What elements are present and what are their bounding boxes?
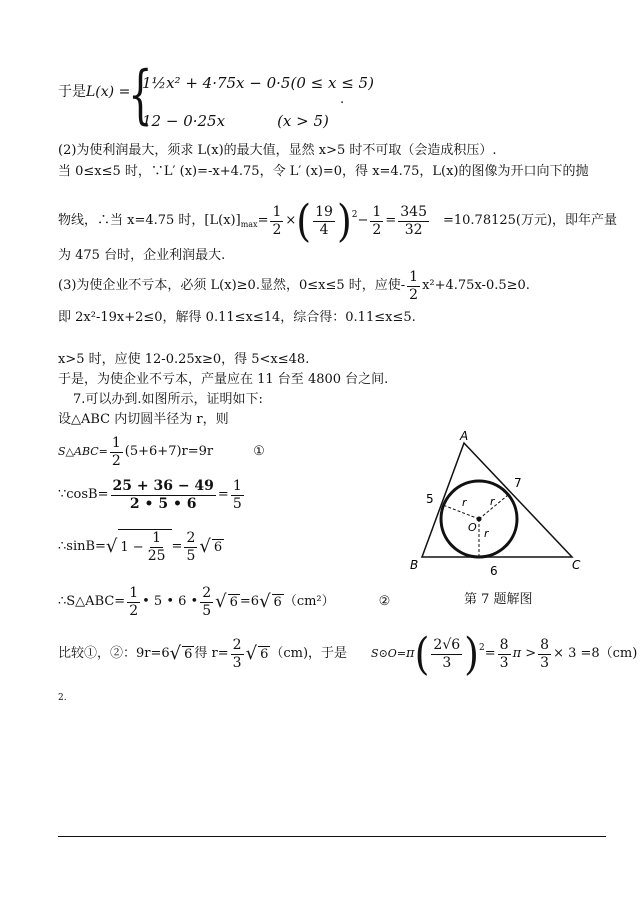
label-c: C bbox=[572, 558, 581, 572]
side-ab-label: 5 bbox=[426, 492, 434, 506]
p7-sin-formula: ∴sinB= √ 1 − $\frac{1}{25}$ = $\frac{2}{5}$ √ 6 bbox=[58, 529, 223, 564]
p2-line1: (2)为使利润最大，须求 L(x)的最大值，显然 x>5 时不可取（会造成积压）. bbox=[58, 143, 497, 158]
piecewise-prefix: 于是L(x) = bbox=[58, 84, 131, 100]
footer-divider bbox=[58, 836, 606, 837]
p3-line2: 即 2x²-19x+2≤0，解得 0.11≤x≤14，综合得：0.11≤x≤5. bbox=[58, 310, 416, 325]
footnote: 2. bbox=[58, 693, 67, 703]
radius-to-ab bbox=[443, 505, 479, 519]
p3-line4: 于是，为使企业不亏本，产量应在 11 台至 4800 台之间. bbox=[58, 372, 389, 387]
radius-label-1: r bbox=[462, 496, 467, 509]
p2-line3: 物线，∴当 x=4.75 时，[L(x)] max = $\frac{1}{2}$ × ( $\frac{19}{4}$ ) 2 − $\frac{1}{2}$ = $\frac{345}{32}$ =10.78125(万元)，即年产量 bbox=[58, 195, 618, 247]
p7-line1: 7.可以办到.如图所示，证明如下: bbox=[73, 392, 263, 407]
p7-line2: 设△ABC 内切圆半径为 r，则 bbox=[58, 412, 229, 427]
piecewise-case-2: 12 − 0·25x (x > 5) bbox=[142, 112, 329, 130]
p3-line1: (3)为使企业不亏本，必须 L(x)≥0.显然，0≤x≤5 时，应使- $\frac{1}{2}$ x²+4.75x-0.5≥0. bbox=[58, 268, 530, 303]
p2-line4: 为 475 台时，企业利润最大. bbox=[58, 248, 226, 263]
radius-label-3: r bbox=[484, 527, 489, 540]
triangle-figure bbox=[400, 425, 600, 585]
figure-caption: 第 7 题解图 bbox=[464, 592, 533, 607]
p7-area-result: ∴S△ABC= $\frac{1}{2}$ • 5 • 6 • $\frac{2}{5}$ √ 6 =6 √ 6 （cm²） ② bbox=[58, 584, 391, 619]
label-b: B bbox=[410, 558, 419, 572]
p7-cos-formula: ∵cosB= $\frac{25 + 36 - 49}{2 • 5 • 6}$ = $\frac{1}{5}$ bbox=[58, 477, 242, 512]
side-ac-label: 7 bbox=[514, 476, 522, 490]
piecewise-dot: . bbox=[340, 92, 345, 107]
label-a: A bbox=[460, 429, 469, 443]
side-bc-label: 6 bbox=[490, 564, 498, 578]
p2-line2: 当 0≤x≤5 时，∵L′ (x)=-x+4.75，令 L′ (x)=0，得 x=4.75，L(x)的图像为开口向下的抛 bbox=[58, 164, 589, 179]
piecewise-case-1: 1½x² + 4·75x − 0·5(0 ≤ x ≤ 5) bbox=[142, 74, 374, 92]
p7-comparison: 比较①，②：9r=6 √ 6 得 r= $\frac{2}{3}$ √ 6 （cm)，于是 S⊙O= π ( $\frac{2√6}{3}$ ) 2 = $\frac{8}{3}$ π > $\frac{8}{3}$ × 3 =8（cm) bbox=[58, 628, 638, 680]
radius-label-2: r bbox=[490, 495, 495, 508]
piecewise-brace: { bbox=[128, 58, 153, 132]
p7-area-formula: S△ABC= $\frac{1}{2}$ (5+6+7)r=9r ① bbox=[58, 434, 265, 469]
label-o: O bbox=[468, 521, 477, 534]
p3-line3: x>5 时，应使 12-0.25x≥0，得 5<x≤48. bbox=[58, 352, 310, 367]
